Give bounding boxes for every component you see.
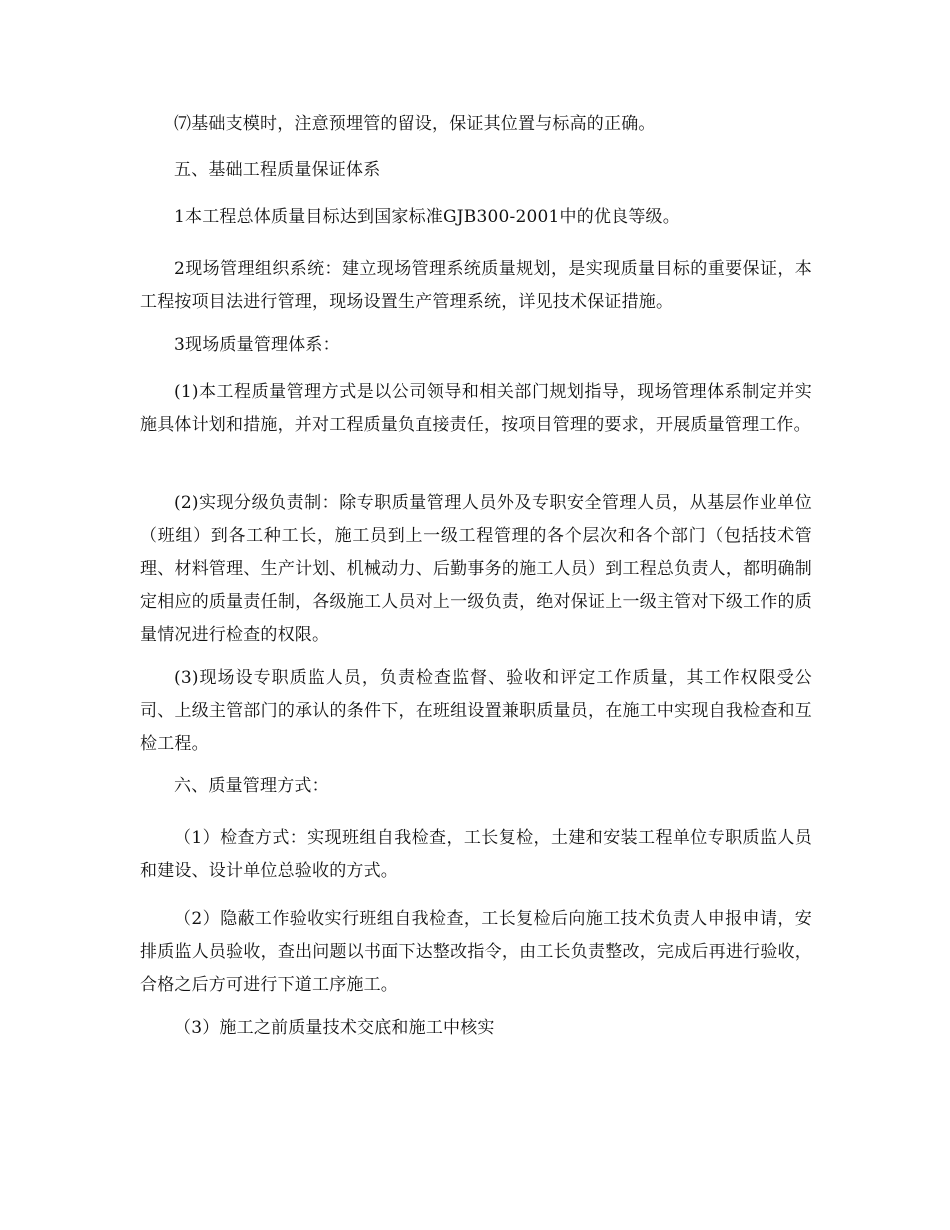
paragraph-quality-system-heading: 3现场质量管理体系：: [174, 335, 340, 355]
paragraph-technical-briefing: （3）施工之前质量技术交底和施工中核实: [174, 1018, 495, 1038]
heading-section-six: 六、质量管理方式：: [174, 776, 329, 796]
paragraph-site-organization: 2现场管理组织系统：建立现场管理系统质量规划，是实现质量目标的重要保证，本工程按项目法进行管理，现场设置生产管理系统，详见技术保证措施。: [140, 259, 812, 312]
paragraph-item-1: (1)本工程质量管理方式是以公司领导和相关部门规划指导，现场管理体系制定并实施具体计划和措施，并对工程质量负直接责任，按项目管理的要求，开展质量管理工作。: [140, 382, 812, 435]
paragraph-inspection-method: （1）检查方式：实现班组自我检查，工长复检，土建和安装工程单位专职质监人员和建设、设计单位总验收的方式。: [140, 828, 812, 881]
paragraph-item-3: (3)现场设专职质监人员，负责检查监督、验收和评定工作质量，其工作权限受公司、上级主管部门的承认的条件下，在班组设置兼职质量员，在施工中实现自我检查和互检工程。: [140, 668, 812, 754]
paragraph-concealed-work: （2）隐蔽工作验收实行班组自我检查，工长复检后向施工技术负责人申报申请，安排质监人员验收，查出问题以书面下达整改指令，由工长负责整改，完成后再进行验收，合格之后方可进行下道工序施工。: [140, 909, 812, 995]
paragraph-item-2: (2)实现分级负责制：除专职质量管理人员外及专职安全管理人员，从基层作业单位（班组）到各工种工长，施工员到上一级工程管理的各个层次和各个部门（包括技术管理、材料管理、生产计划、机械动力、后勤事务的施工人员）到工程总负责人，都明确制定相应的质量责任制，各级施工人员对上一级负责，绝对保证上一级主管对下级工作的质量情况进行检查的权限。: [140, 493, 812, 645]
paragraph-formwork-note: ⑺基础支模时，注意预埋管的留设，保证其位置与标高的正确。: [174, 114, 656, 134]
paragraph-quality-target: 1本工程总体质量目标达到国家标准GJB300-2001中的优良等级。: [174, 207, 680, 227]
heading-section-five: 五、基础工程质量保证体系: [174, 160, 381, 180]
